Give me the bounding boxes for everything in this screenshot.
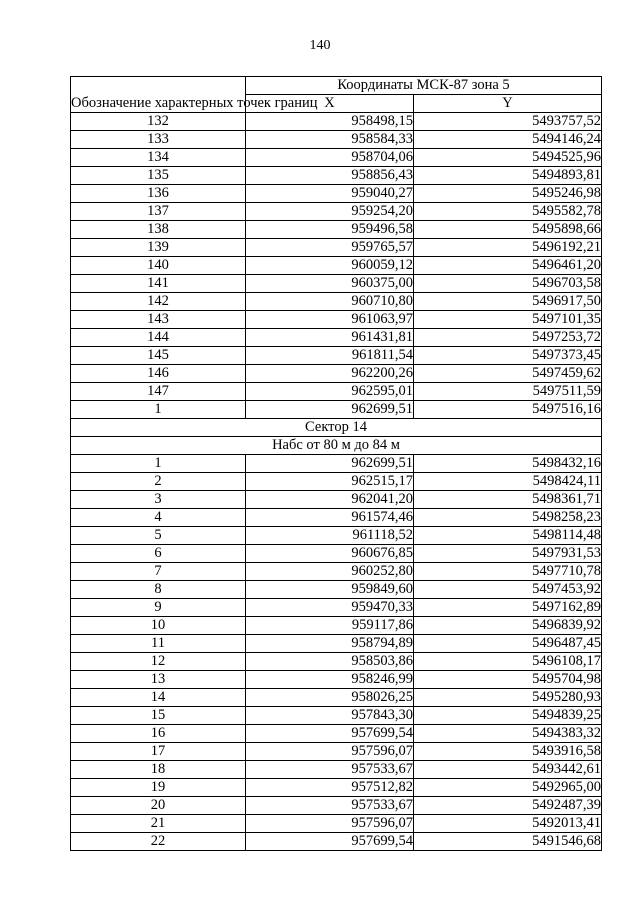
x-coordinate-cell: 961431,81	[246, 329, 414, 347]
x-coordinate-cell: 960252,80	[246, 563, 414, 581]
sector-title: Сектор 14	[71, 419, 602, 437]
point-number-cell: 134	[71, 149, 246, 167]
y-coordinate-cell: 5494893,81	[414, 167, 602, 185]
table-row	[71, 275, 602, 293]
x-coordinate-cell: 957596,07	[246, 815, 414, 833]
point-number-cell: 6	[71, 545, 246, 563]
y-coordinate-cell: 5497253,72	[414, 329, 602, 347]
point-number-cell: 15	[71, 707, 246, 725]
y-coordinate-cell: 5497459,62	[414, 365, 602, 383]
point-number-cell: 136	[71, 185, 246, 203]
point-number-cell: 139	[71, 239, 246, 257]
y-coordinate-cell: 5492013,41	[414, 815, 602, 833]
y-coordinate-cell: 5498258,23	[414, 509, 602, 527]
y-coordinate-cell: 5495582,78	[414, 203, 602, 221]
x-coordinate-cell: 962515,17	[246, 473, 414, 491]
table-row	[71, 167, 602, 185]
y-coordinate-cell: 5495898,66	[414, 221, 602, 239]
x-coordinate-cell: 958704,06	[246, 149, 414, 167]
table-row	[71, 329, 602, 347]
table-row	[71, 311, 602, 329]
point-number-cell: 16	[71, 725, 246, 743]
x-coordinate-cell: 962699,51	[246, 455, 414, 473]
x-coordinate-cell: 959496,58	[246, 221, 414, 239]
x-coordinate-cell: 958584,33	[246, 131, 414, 149]
point-number-cell: 12	[71, 653, 246, 671]
table-row	[71, 617, 602, 635]
x-coordinate-cell: 957843,30	[246, 707, 414, 725]
x-coordinate-cell: 959040,27	[246, 185, 414, 203]
point-number-cell: 19	[71, 779, 246, 797]
y-coordinate-cell: 5496108,17	[414, 653, 602, 671]
x-coordinate-cell: 958498,15	[246, 113, 414, 131]
point-number-cell: 7	[71, 563, 246, 581]
table-row	[71, 743, 602, 761]
point-number-cell: 146	[71, 365, 246, 383]
x-coordinate-cell: 962699,51	[246, 401, 414, 419]
x-coordinate-cell: 958794,89	[246, 635, 414, 653]
table-row	[71, 131, 602, 149]
y-coordinate-cell: 5491546,68	[414, 833, 602, 851]
table-row	[71, 257, 602, 275]
x-coordinate-cell: 960676,85	[246, 545, 414, 563]
table-row	[71, 761, 602, 779]
point-number-cell: 1	[71, 401, 246, 419]
point-number-cell: 137	[71, 203, 246, 221]
x-coordinate-cell: 959117,86	[246, 617, 414, 635]
table-row	[71, 635, 602, 653]
y-coordinate-cell: 5496461,20	[414, 257, 602, 275]
point-number-cell: 9	[71, 599, 246, 617]
table-row	[71, 599, 602, 617]
y-coordinate-cell: 5493442,61	[414, 761, 602, 779]
point-number-cell: 141	[71, 275, 246, 293]
y-coordinate-cell: 5494525,96	[414, 149, 602, 167]
page-number: 140	[309, 38, 331, 53]
y-coordinate-cell: 5497373,45	[414, 347, 602, 365]
point-number-cell: 17	[71, 743, 246, 761]
y-coordinate-cell: 5493916,58	[414, 743, 602, 761]
y-coordinate-cell: 5498114,48	[414, 527, 602, 545]
table-row	[71, 113, 602, 131]
y-column-header: Y	[414, 95, 602, 113]
point-number-cell: 13	[71, 671, 246, 689]
table-row	[71, 149, 602, 167]
x-coordinate-cell: 958246,99	[246, 671, 414, 689]
sector-block	[71, 419, 602, 455]
y-coordinate-cell: 5497162,89	[414, 599, 602, 617]
x-coordinate-cell: 957512,82	[246, 779, 414, 797]
y-coordinate-cell: 5493757,52	[414, 113, 602, 131]
table-row	[71, 527, 602, 545]
point-number-cell: 1	[71, 455, 246, 473]
point-number-cell: 4	[71, 509, 246, 527]
table-row	[71, 545, 602, 563]
table-row	[71, 581, 602, 599]
point-number-cell: 5	[71, 527, 246, 545]
point-number-cell: 144	[71, 329, 246, 347]
table-row	[71, 239, 602, 257]
point-label-header: Обозначение характерных точек границ	[71, 77, 246, 113]
y-coordinate-cell: 5492965,00	[414, 779, 602, 797]
table-row	[71, 689, 602, 707]
point-number-cell: 147	[71, 383, 246, 401]
y-coordinate-cell: 5494839,25	[414, 707, 602, 725]
y-coordinate-cell: 5495280,93	[414, 689, 602, 707]
table-body-b	[71, 455, 602, 851]
table-row	[71, 185, 602, 203]
point-number-cell: 143	[71, 311, 246, 329]
x-coordinate-cell: 961063,97	[246, 311, 414, 329]
x-coordinate-cell: 962200,26	[246, 365, 414, 383]
coords-system-header: Координаты МСК-87 зона 5	[246, 77, 602, 95]
y-coordinate-cell: 5498361,71	[414, 491, 602, 509]
y-coordinate-cell: 5494383,32	[414, 725, 602, 743]
x-coordinate-cell: 960710,80	[246, 293, 414, 311]
x-coordinate-cell: 957533,67	[246, 761, 414, 779]
x-coordinate-cell: 961574,46	[246, 509, 414, 527]
y-coordinate-cell: 5497710,78	[414, 563, 602, 581]
x-coordinate-cell: 959849,60	[246, 581, 414, 599]
x-coordinate-cell: 962041,20	[246, 491, 414, 509]
x-coordinate-cell: 962595,01	[246, 383, 414, 401]
sector-title-row	[71, 419, 602, 437]
x-column-header: X	[246, 95, 414, 113]
table-row	[71, 563, 602, 581]
y-coordinate-cell: 5497931,53	[414, 545, 602, 563]
y-coordinate-cell: 5495246,98	[414, 185, 602, 203]
y-coordinate-cell: 5496192,21	[414, 239, 602, 257]
table-row	[71, 203, 602, 221]
y-coordinate-cell: 5496487,45	[414, 635, 602, 653]
point-number-cell: 140	[71, 257, 246, 275]
y-coordinate-cell: 5496839,92	[414, 617, 602, 635]
point-number-cell: 14	[71, 689, 246, 707]
table-row	[71, 365, 602, 383]
point-number-cell: 8	[71, 581, 246, 599]
point-number-cell: 20	[71, 797, 246, 815]
table-header-row	[71, 77, 602, 95]
point-number-cell: 10	[71, 617, 246, 635]
table-row	[71, 473, 602, 491]
point-number-cell: 3	[71, 491, 246, 509]
point-number-cell: 133	[71, 131, 246, 149]
table-row	[71, 491, 602, 509]
x-coordinate-cell: 958503,86	[246, 653, 414, 671]
table-row	[71, 671, 602, 689]
point-number-cell: 22	[71, 833, 246, 851]
y-coordinate-cell: 5497516,16	[414, 401, 602, 419]
table-row	[71, 455, 602, 473]
y-coordinate-cell: 5498424,11	[414, 473, 602, 491]
point-number-cell: 21	[71, 815, 246, 833]
y-coordinate-cell: 5496917,50	[414, 293, 602, 311]
x-coordinate-cell: 957699,54	[246, 833, 414, 851]
y-coordinate-cell: 5497101,35	[414, 311, 602, 329]
coordinates-table	[70, 76, 602, 851]
x-coordinate-cell: 959470,33	[246, 599, 414, 617]
x-coordinate-cell: 958026,25	[246, 689, 414, 707]
table-row	[71, 779, 602, 797]
y-coordinate-cell: 5496703,58	[414, 275, 602, 293]
table-row	[71, 293, 602, 311]
x-coordinate-cell: 957596,07	[246, 743, 414, 761]
table-row	[71, 797, 602, 815]
x-coordinate-cell: 961811,54	[246, 347, 414, 365]
y-coordinate-cell: 5494146,24	[414, 131, 602, 149]
table-row	[71, 815, 602, 833]
point-number-cell: 145	[71, 347, 246, 365]
y-coordinate-cell: 5497511,59	[414, 383, 602, 401]
x-coordinate-cell: 959765,57	[246, 239, 414, 257]
table-row	[71, 833, 602, 851]
height-range-row	[71, 437, 602, 455]
x-coordinate-cell: 958856,43	[246, 167, 414, 185]
table-row	[71, 383, 602, 401]
height-range: Набс от 80 м до 84 м	[71, 437, 602, 455]
table-body-a	[71, 113, 602, 419]
y-coordinate-cell: 5498432,16	[414, 455, 602, 473]
point-number-cell: 18	[71, 761, 246, 779]
table-row	[71, 401, 602, 419]
x-coordinate-cell: 957533,67	[246, 797, 414, 815]
table-row	[71, 509, 602, 527]
x-coordinate-cell: 960059,12	[246, 257, 414, 275]
table-row	[71, 653, 602, 671]
point-number-cell: 2	[71, 473, 246, 491]
y-coordinate-cell: 5492487,39	[414, 797, 602, 815]
table-row	[71, 347, 602, 365]
x-coordinate-cell: 961118,52	[246, 527, 414, 545]
y-coordinate-cell: 5495704,98	[414, 671, 602, 689]
point-number-cell: 142	[71, 293, 246, 311]
point-number-cell: 11	[71, 635, 246, 653]
point-number-cell: 132	[71, 113, 246, 131]
point-number-cell: 135	[71, 167, 246, 185]
x-coordinate-cell: 960375,00	[246, 275, 414, 293]
table-row	[71, 221, 602, 239]
table-row	[71, 707, 602, 725]
x-coordinate-cell: 957699,54	[246, 725, 414, 743]
table-row	[71, 725, 602, 743]
x-coordinate-cell: 959254,20	[246, 203, 414, 221]
y-coordinate-cell: 5497453,92	[414, 581, 602, 599]
point-number-cell: 138	[71, 221, 246, 239]
